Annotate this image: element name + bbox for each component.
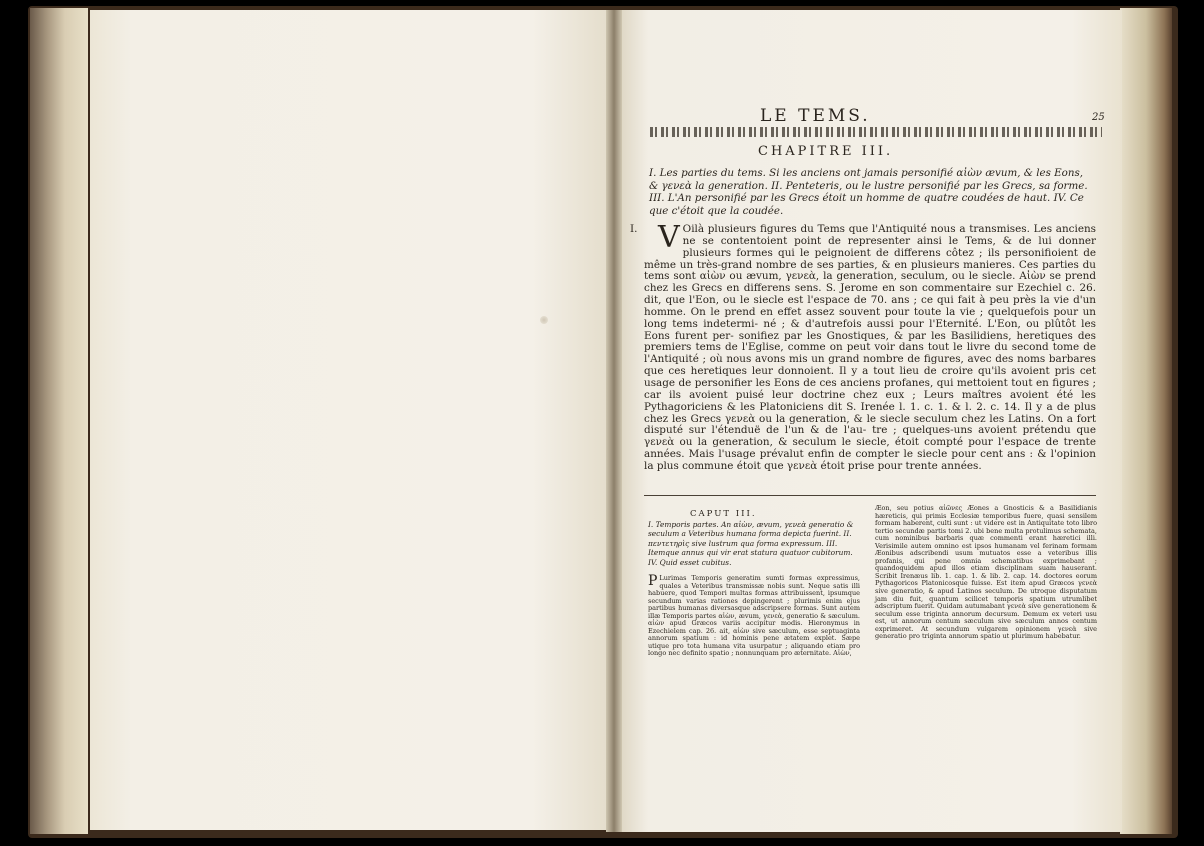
page-number: 25 <box>1092 112 1105 123</box>
latin-right-column: Æon, seu potius αἰῶνες Æones a Gnosticis & a Basilidianis hæreticis, qui primis Ecclesiæ temporibus fuere, quasi sensilem formam haberent, culti sunt : ut videre est in Antiquitate toto libro tertio secundæ partis tomi 2. ubi bene multa protulimus schemata, cum nominibus barbaris quæ commenti erant hæretici illi. Verisimile autem omnino est ipsos humanam vel ferinam formam Æonibus adscribendi usum mutuatos esse a veteribus illis profanis, qui pene omnia schematibus exprimebant ; quandoquidem apud illos etiam disciplinam suam hauserant. Scribit Irenæus lib. 1. cap. 1. & lib. 2. cap. 14. doctores eorum Pythagoricos Platonicosque fuisse. Est item apud Græcos γενεὰ sive generatio, & apud Latinos seculum. De utroque disputatum jam diu fuit, quantum scilicet temporis spatium utrumlibet adscriptum fuerit. Quidam autumabant γενεὰ sive generationem & seculum esse triginta annorum decursum. Demum ex veteri usu est, ut annorum centum sæculum sive sæculum annos centum exprimeret. At secundum vulgarem opinionem γενεὰ sive generatio pro triginta annorum spatio ut plurimum habebatur. <box>875 504 1097 641</box>
drop-cap: V <box>658 220 680 255</box>
gutter <box>606 10 622 832</box>
body-text <box>630 220 1096 473</box>
running-head: LE TEMS. <box>760 106 871 126</box>
latin-drop-cap: P <box>648 573 658 589</box>
body-paragraph: Oilà plusieurs figures du Tems que l'Antiquité nous a transmises. Les anciens ne se contentoient point de representer ainsi le Tems, & de lui donner plusieurs formes qui le peignoient de differens côtez ; ils personifioient de même un très-grand nombre de ses parties, & en plusieurs manieres. Ces parties du tems sont αἰὼν ou ævum, γενεὰ, la generation, seculum, ou le siecle. Αἰὼν se prend chez les Grecs en differens sens. S. Jerome en son commentaire sur Ezechiel c. 26. dit, que l'Eon, ou le siecle est l'espace de 70. ans ; ce qui fait à peu près la vie d'un homme. On le prend en effet assez souvent pour toute la vie ; quelquefois pour un long tems indetermi- né ; & d'autrefois aussi pour l'Eternité. L'Eon, ou plûtôt les Eons furent per- sonifiez par les Gnostiques, & par les Basilidiens, heretiques des premiers tems de l'Eglise, comme on peut voir dans tout le livre du second tome de l'Antiquité ; où nous avons mis un grand nombre de figures, avec des noms barbares que ces heretiques leur donnoient. Il y a tout lieu de croire qu'ils avoient pris cet usage de personifier les Eons de ces anciens profanes, qui mettoient tout en figures ; car ils avoient puisé leur doctrine chez eux ; Leurs maîtres avoient été les Pythagoriciens & les Platoniciens dit S. Irenée l. 1. c. 1. & l. 2. c. 14. Il y a de plus chez les Grecs γενεὰ ou la generation, & le siecle seculum chez les Latins. On a fort disputé sur l'étenduë de l'un & de l'au- tre ; quelques-uns avoient prétendu que γενεὰ ou la generation, & seculum le siecle, étoit compté pour l'espace de trente années. Mais l'usage prévalut enfin de compter le siecle pour cent ans : & l'opinion la plus commune étoit que γενεὰ étoit prise pour trente années. <box>644 223 1096 472</box>
chapter-summary: I. Les parties du tems. Si les anciens ont jamais personifié αἰὼν ævum, & les Eons, & γενεὰ la generation. II. Penteteris, ou le lustre personifié par les Grecs, sa forme. III. L'An personifié par les Grecs étoit un homme de quatre coudées de haut. IV. Ce que c'étoit que la coudée. <box>649 167 1088 217</box>
chapter-title: CHAPITRE III. <box>758 144 894 159</box>
latin-heading: CAPUT III. <box>690 509 757 519</box>
latin-left-column <box>648 575 860 658</box>
latin-summary: I. Temporis partes. An αἰὼν, ævum, γενεὰ generatio & seculum a Veteribus humana forma depicta fuerint. II. πεντετηρὶς sive lustrum qua forma expressum. III. Itemque annus qui vir erat statura quatuor cubitorum. IV. Quid esset cubitus. <box>648 520 854 567</box>
latin-left-text: Lurimas Temporis generatim sumti formas expressimus, quales a Veteribus transmissæ nobis sunt. Neque satis illi habuere, quod Tempori multas formas attribuissent, ipsumque secundum varias rationes depingerent ; plurimis enim ejus partibus humanas diversasque adscripsere formas. Sunt autem illæ Temporis partes αἰὼν, ævum, γενεὰ, generatio & sæculum. αἰὼν apud Græcos variis accipitur modis. Hieronymus in Ezechielem cap. 26. ait, αἰὼν sive sæculum, esse septuaginta annorum spatium : id hominis pene ætatem explet. Sæpe utique pro tota humana vita usurpatur ; aliquando etiam pro longo nec definito spatio ; nonnunquam pro æternitate. Αἰὼν, <box>648 574 860 658</box>
ornament-band <box>650 127 1102 137</box>
section-number: I. <box>630 223 638 235</box>
left-page-edges <box>30 8 88 834</box>
right-page-edges <box>1120 8 1172 834</box>
left-page-spot <box>540 316 548 324</box>
section-rule <box>644 495 1096 496</box>
left-page-blank <box>90 10 610 830</box>
